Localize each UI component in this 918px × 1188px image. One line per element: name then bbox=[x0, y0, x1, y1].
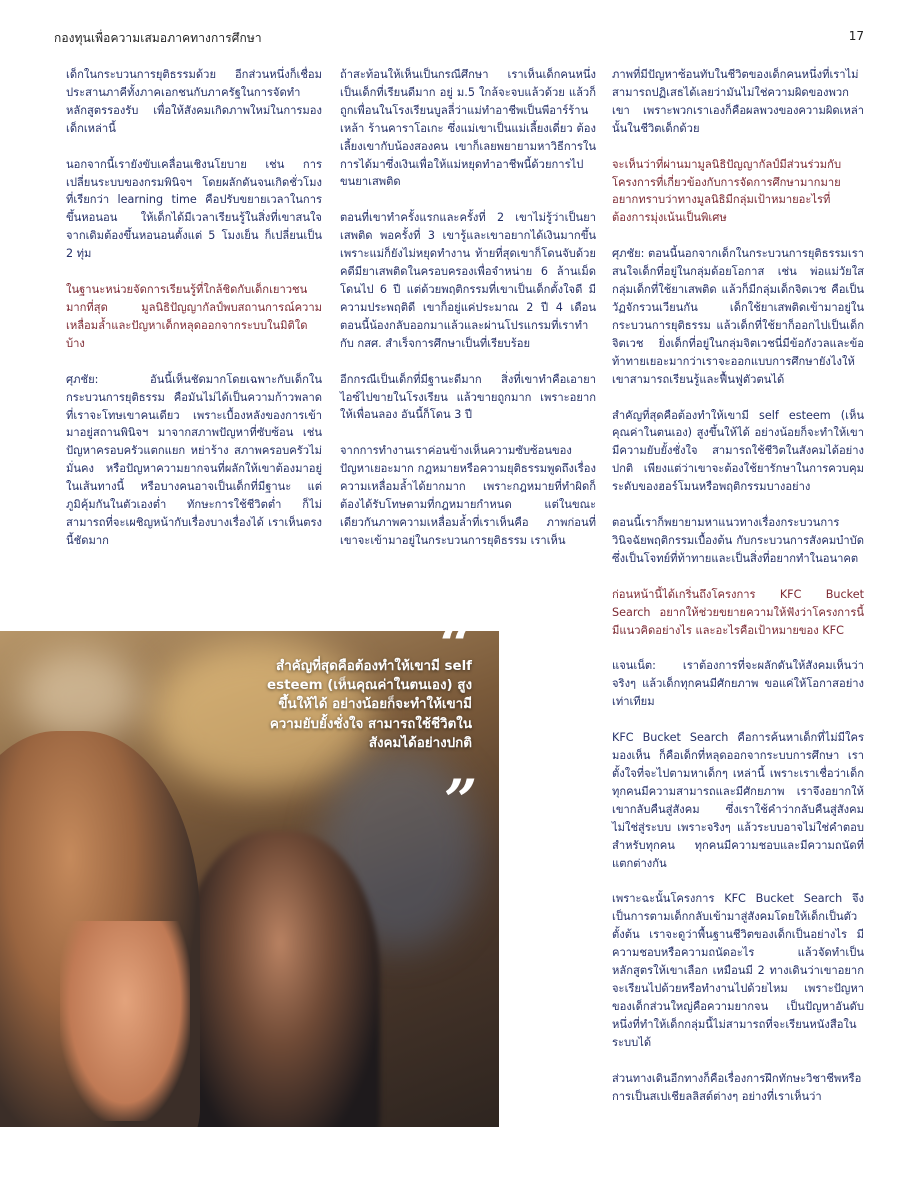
body-paragraph: KFC Bucket Search คือการค้นหาเด็กที่ไม่มีใครมองเห็น ก็คือเด็กที่หลุดออกจากระบบการศึกษา เราตั้งใจที่จะไปตามหาเด็กๆ เหล่านี้ เพราะเราเชื่อว่าเด็กทุกคนมีความสามารถและมีศักยภาพ เราจึงอยากให้เขากลับคืนสู่สังคม ซึ่งเราใช้คำว่ากลับคืนสู่สังคมไม่ใช่สู่ระบบ เพราะจริงๆ แล้วระบบอาจไม่ใช่คำตอบสำหรับทุกคน ทุกคนมีความชอบและมีความถนัดที่แตกต่างกัน bbox=[612, 731, 864, 870]
body-paragraph: ส่วนทางเดินอีกทางก็คือเรื่องการฝึกทักษะวิชาชีพหรือการเป็นสเปเชียลลิสต์ต่างๆ อย่างที่เราเห็นว่า bbox=[612, 1071, 862, 1103]
body-paragraph: เพราะฉะนั้นโครงการ KFC Bucket Search จึงเป็นการตามเด็กกลับเข้ามาสู่สังคมโดยให้เด็กเป็นตัวตั้งต้น เราจะดูว่าพื้นฐานชีวิตของเด็กเป็นอย่างไร มีความชอบหรือความถนัดอะไร แล้วจัดทำเป็นหลักสูตรให้เขาเลือก เหมือนมี 2 ทางเดินว่าเขาอยากจะเรียนไปด้วยหรือทำงานไปด้วยไหม เพราะปัญหาของเด็กส่วนใหญ่คือความยากจน เป็นปัญหาอันดับหนึ่งที่ทำให้เด็กกลุ่มนี้ไม่สามารถที่จะเรียนหนังสือในระบบได้ bbox=[612, 892, 864, 1049]
interview-question: ก่อนหน้านี้ได้เกริ่นถึงโครงการ KFC Bucket Search อยากให้ช่วยขยายความให้ฟังว่าโครงการนี้มีแนวคิดอย่างไร และอะไรคือเป้าหมายของ KFC bbox=[612, 587, 864, 637]
interview-question: จะเห็นว่าที่ผ่านมามูลนิธิปัญญากัลป์มีส่วนร่วมกับโครงการที่เกี่ยวข้องกับการจัดการศึกษามากมาย อยากทราบว่าทางมูลนิธิมีกลุ่มเป้าหมายอะไรที่ต้องการมุ่งเน้นเป็นพิเศษ bbox=[612, 157, 842, 225]
article-column-1 bbox=[66, 66, 322, 568]
body-paragraph: จากการทำงานเราค่อนข้างเห็นความซับซ้อนของปัญหาเยอะมาก กฎหมายหรือความยุติธรรมพูดถึงเรื่องความเหลื่อมล้ำได้ยากมาก เพราะกฎหมายที่ทำผิดก็ต้องได้รับโทษตามที่กฎหมายกำหนด แต่ในขณะเดียวกันภาพความเหลื่อมล้ำที่เราเห็นคือ ภาพก่อนที่เขาจะเข้ามาอยู่ในกระบวนการยุติธรรม เราเห็น bbox=[340, 444, 596, 547]
running-header-title: กองทุนเพื่อความเสมอภาคทางการศึกษา bbox=[54, 31, 262, 45]
page-number: 17 bbox=[848, 29, 864, 43]
body-paragraph: ศุภชัย: อันนี้เห็นชัดมากโดยเฉพาะกับเด็กในกระบวนการยุติธรรม คือมันไม่ได้เป็นความก้าวพลาดที่เราจะโทษเขาคนเดียว เพราะเบื้องหลังของการเข้ามาอยู่สถานพินิจฯ มาจากสภาพปัญหาที่ซับซ้อน เช่น ปัญหาครอบครัวแตกแยก หย่าร้าง สภาพครอบครัวไม่มั่นคง หรือปัญหาความยากจนที่ผลักให้เขาต้องมาอยู่ในเส้นทางนี้ หรือบางคนอาจเป็นเด็กที่มีฐานะ แต่ภูมิคุ้มกันในตัวเองต่ำ ทักษะการใช้ชีวิตต่ำ ก็ไม่สามารถที่จะเผชิญหน้ากับเรื่องบางเรื่องได้ เราเห็นตรงนี้ชัดมาก bbox=[66, 372, 322, 547]
body-paragraph: ตอนที่เขาทำครั้งแรกและครั้งที่ 2 เขาไม่รู้ว่าเป็นยาเสพติด พอครั้งที่ 3 เขารู้และเขาอยากได้เงินมากขึ้นเพราะแม่ก็ยังไม่หยุดทำงาน ท้ายที่สุดเขาก็โดนจับด้วยคดีมียาเสพติดในครอบครองเพื่อจำหน่าย 6 ล้านเม็ด โดนไป 6 ปี แต่ด้วยพฤติกรรมที่เขาเป็นเด็กตั้งใจดี มีความประพฤติดี เขาก็อยู่แค่ประมาณ 2 ปี 4 เดือน ตอนนี้น้องกลับออกมาแล้วและผ่านโปรแกรมที่เราทำกับ กสศ. สำเร็จการศึกษาเป็นที่เรียบร้อย bbox=[340, 211, 596, 350]
interview-question: ในฐานะหน่วยจัดการเรียนรู้ที่ใกล้ชิดกับเด็กเยาวชนมากที่สุด มูลนิธิปัญญากัลป์พบสถานการณ์ความเหลื่อมล้ำและปัญหาเด็กหลุดออกจากระบบในมิติใดบ้าง bbox=[66, 283, 322, 350]
body-paragraph: ตอนนี้เราก็พยายามหาแนวทางเรื่องกระบวนการวินิจฉัยพฤติกรรมเบื้องต้น กับกระบวนการสังคมบำบัด ซึ่งเป็นโจทย์ที่ท้าทายและเป็นสิ่งที่อยากทำในอนาคต bbox=[612, 516, 864, 565]
body-paragraph: ภาพที่มีปัญหาซ้อนทับในชีวิตของเด็กคนหนึ่งที่เราไม่สามารถปฏิเสธได้เลยว่ามันไม่ใช่ความผิดของพวกเขา เพราะพวกเราเองก็คือผลพวงของความผิดเหล่านั้นในชีวิตเด็กด้วย bbox=[612, 68, 864, 135]
article-column-2 bbox=[340, 66, 596, 568]
body-paragraph: สำคัญที่สุดคือต้องทำให้เขามี self esteem (เห็นคุณค่าในตนเอง) สูงขึ้นให้ได้ อย่างน้อยก็จะทำให้เขามีความยับยั้งชั่งใจ สามารถใช้ชีวิตในสังคมได้อย่างปกติ เพียงแต่ว่าเขาจะต้องใช้ยารักษาในการควบคุมระดับของฮอร์โมนหรือพฤติกรรมบางอย่าง bbox=[612, 408, 864, 494]
body-paragraph: ศุภชัย: ตอนนี้นอกจากเด็กในกระบวนการยุติธรรมเราสนใจเด็กที่อยู่ในกลุ่มด้อยโอกาส เช่น พ่อแม่วัยใส กลุ่มเด็กที่ใช้ยาเสพติด แล้วก็มีกลุ่มเด็กจิตเวช คือเป็นวัฏจักรวนเวียนกัน เด็กใช้ยาเสพติดเข้ามาอยู่ในกระบวนการยุติธรรม แล้วเด็กที่ใช้ยาก็ออกไปเป็นเด็กจิตเวช ยิ่งเด็กที่อยู่ในกลุ่มจิตเวชนี่มีข้อกังวลและข้อท้าทายเยอะมากว่าเราจะออกแบบการศึกษายังไงให้เขาสามารถเรียนรู้และฟื้นฟูตัวตนได้ bbox=[612, 247, 864, 386]
body-paragraph: อีกกรณีเป็นเด็กที่มีฐานะดีมาก สิ่งที่เขาทำคือเอายาไอซ์ไปขายในโรงเรียน แล้วขายถูกมาก เพราะอยากให้เพื่อนลอง อันนี้ก็โดน 3 ปี bbox=[340, 372, 596, 422]
close-quote-icon: ” bbox=[444, 767, 478, 835]
blurred-woman-figure bbox=[180, 831, 380, 1127]
body-paragraph: เด็กในกระบวนการยุติธรรมด้วย อีกส่วนหนึ่งก็เชื่อมประสานภาคีทั้งภาคเอกชนกับภาครัฐในการจัดทำหลักสูตรรองรับ เพื่อให้สังคมเกิดภาพใหม่ในการมองเด็กเหล่านี้ bbox=[66, 68, 322, 135]
article-column-3 bbox=[612, 66, 864, 1123]
open-quote-icon: “ bbox=[440, 611, 474, 679]
body-paragraph: แจนเน็ต: เราต้องการที่จะผลักดันให้สังคมเห็นว่าจริงๆ แล้วเด็กทุกคนมีศักยภาพ ขอแค่ให้โอกาสอย่างเท่าเทียม bbox=[612, 659, 864, 709]
background-light bbox=[20, 651, 140, 741]
gesturing-hands bbox=[60, 921, 190, 1121]
pull-quote: สำคัญที่สุดคือต้องทำให้เขามี self esteem (เห็นคุณค่าในตนเอง) สูงขึ้นให้ได้ อย่างน้อยก็จะทำให้เขามีความยับยั้งชั่งใจ สามารถใช้ชีวิตในสังคมได้อย่างปกติ bbox=[267, 659, 472, 751]
body-paragraph: ถ้าสะท้อนให้เห็นเป็นกรณีศึกษา เราเห็นเด็กคนหนึ่งเป็นเด็กที่เรียนดีมาก อยู่ ม.5 ใกล้จะจบแล้วด้วย แล้วก็ถูกเพื่อนในโรงเรียนบูลลี่ว่าแม่ทำอาชีพเป็นพีอาร์ร้านเหล้า ร้านคาราโอเกะ ซึ่งแม่เขาเป็นแม่เลี้ยงเดี่ยว ต้องเลี้ยงเขากับน้องสองคน เขาก็เลยพยายามหาวิธีการในการได้มาซึ่งเงินเพื่อให้แม่หยุดทำอาชีพนี้ด้วยการไปขนยาเสพติด bbox=[340, 68, 596, 189]
body-paragraph: นอกจากนี้เรายังขับเคลื่อนเชิงนโยบาย เช่น การเปลี่ยนระบบของกรมพินิจฯ โดยผลักดันจนเกิดชั่วโมงที่เรียกว่า learning time คือปรับขยายเวลาในการขึ้นหอนอน ให้เด็กได้มีเวลาเรียนรู้ในสิ่งที่เขาสนใจ จากเดิมต้องขึ้นหอนอนตั้งแต่ 5 โมงเย็น ก็เปลี่ยนเป็น 2 ทุ่ม bbox=[66, 157, 322, 261]
